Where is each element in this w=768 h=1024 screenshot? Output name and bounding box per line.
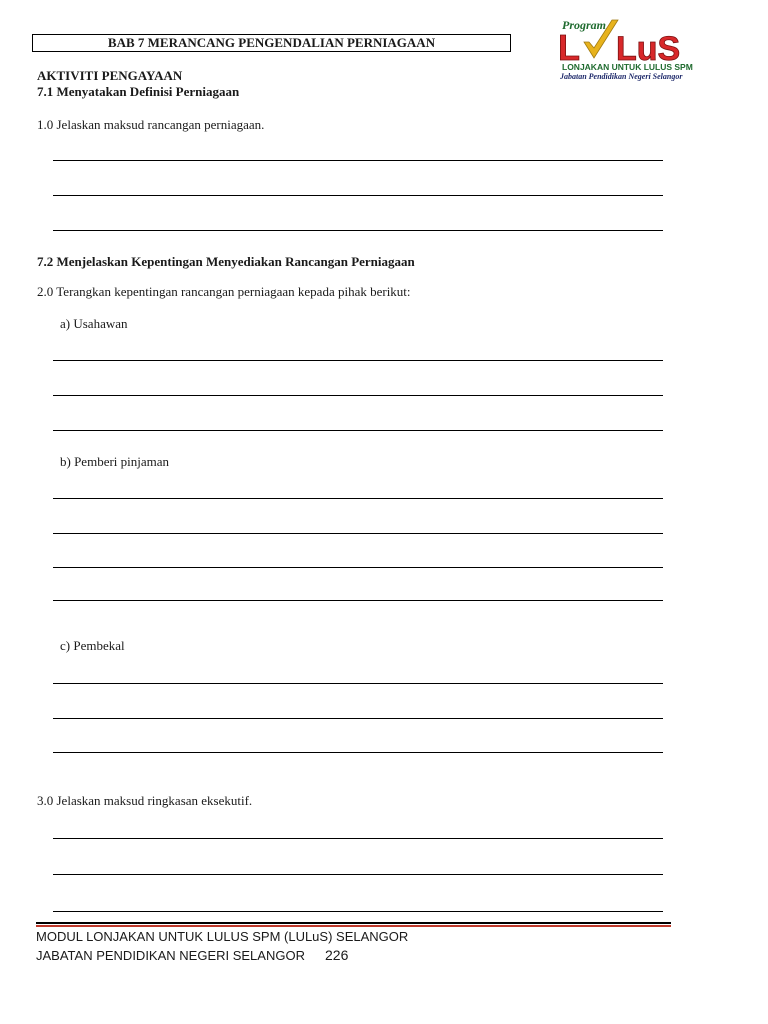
chapter-title: BAB 7 MERANCANG PENGENDALIAN PERNIAGAAN bbox=[32, 34, 511, 52]
svg-text:LuS: LuS bbox=[616, 30, 681, 68]
answer-line[interactable] bbox=[53, 498, 663, 499]
answer-line[interactable] bbox=[53, 533, 663, 534]
svg-text:L: L bbox=[558, 27, 580, 68]
activity-title: AKTIVITI PENGAYAAN bbox=[37, 68, 183, 83]
section-7-1-heading: 7.1 Menyatakan Definisi Perniagaan bbox=[37, 84, 240, 99]
answer-line[interactable] bbox=[53, 567, 663, 568]
lulus-logo bbox=[556, 14, 706, 82]
question-2: 2.0 Terangkan kepentingan rancangan perniagaan kepada pihak berikut: bbox=[37, 284, 411, 299]
answer-line[interactable] bbox=[53, 600, 663, 601]
svg-text:Program: Program bbox=[562, 18, 607, 32]
answer-line[interactable] bbox=[53, 752, 663, 753]
footer-module-name: MODUL LONJAKAN UNTUK LULUS SPM (LULuS) SELANGOR bbox=[36, 929, 409, 944]
sub-question-a: a) Usahawan bbox=[60, 316, 128, 331]
answer-line[interactable] bbox=[53, 683, 663, 684]
answer-line[interactable] bbox=[53, 430, 663, 431]
answer-line[interactable] bbox=[53, 195, 663, 196]
sub-question-b: b) Pemberi pinjaman bbox=[60, 454, 170, 469]
page-number: 226 bbox=[325, 947, 349, 963]
answer-line[interactable] bbox=[53, 395, 663, 396]
footer-divider-red bbox=[36, 925, 671, 927]
question-3: 3.0 Jelaskan maksud ringkasan eksekutif. bbox=[37, 793, 253, 808]
section-7-2-heading: 7.2 Menjelaskan Kepentingan Menyediakan Rancangan Perniagaan bbox=[37, 254, 415, 269]
answer-line[interactable] bbox=[53, 874, 663, 875]
answer-line[interactable] bbox=[53, 160, 663, 161]
answer-line[interactable] bbox=[53, 360, 663, 361]
answer-line[interactable] bbox=[53, 718, 663, 719]
sub-question-c: c) Pembekal bbox=[60, 638, 125, 653]
question-1: 1.0 Jelaskan maksud rancangan perniagaan. bbox=[37, 117, 265, 132]
answer-line[interactable] bbox=[53, 230, 663, 231]
svg-text:Jabatan Pendidikan Negeri Sela: Jabatan Pendidikan Negeri Selangor bbox=[560, 72, 683, 81]
answer-line[interactable] bbox=[53, 838, 663, 839]
footer-divider-black bbox=[36, 922, 671, 924]
answer-line[interactable] bbox=[53, 911, 663, 912]
svg-text:LONJAKAN UNTUK LULUS SPM: LONJAKAN UNTUK LULUS SPM bbox=[562, 62, 693, 72]
footer-department: JABATAN PENDIDIKAN NEGERI SELANGOR bbox=[36, 948, 305, 963]
